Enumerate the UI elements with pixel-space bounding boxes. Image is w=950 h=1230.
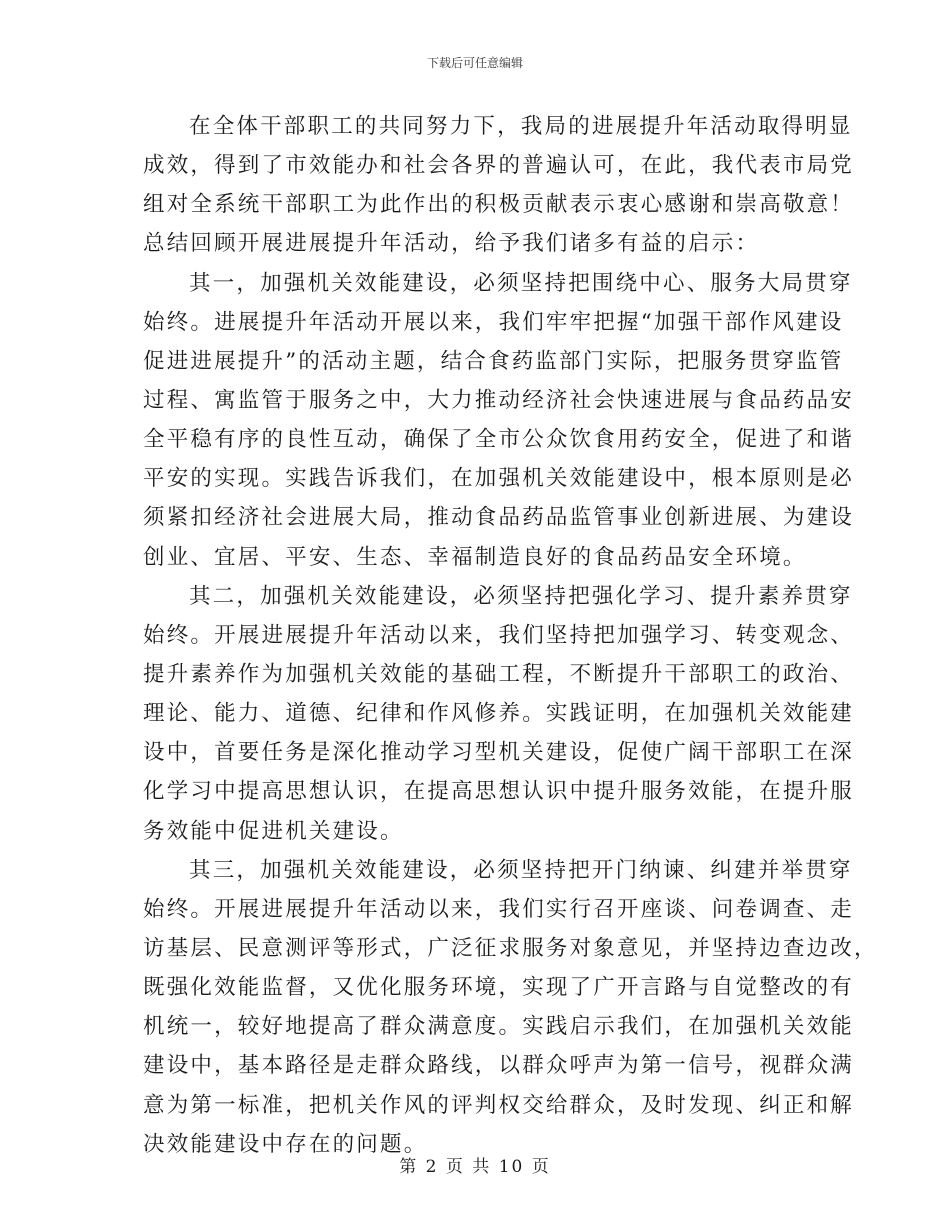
text-line: 化学习中提高思想认识，在提高思想认识中提升服务效能，在提升服	[143, 779, 855, 805]
text-line: 总结回顾开展进展提升年活动，给予我们诸多有益的启示：	[143, 231, 760, 257]
text-line: 全平稳有序的良性互动，确保了全市公众饮食用药安全，促进了和谐	[143, 427, 855, 453]
text-line: 决效能建设中存在的问题。	[143, 1131, 428, 1157]
text-line: 始终。开展进展提升年活动以来，我们实行召开座谈、问卷调查、走	[143, 896, 855, 922]
page-footer: 第 2 页 共 10 页	[399, 1157, 551, 1177]
text-line: 创业、宜居、平安、生态、幸福制造良好的食品药品安全环境。	[143, 544, 807, 570]
text-line: 成效，得到了市效能办和社会各界的普遍认可，在此，我代表市局党	[143, 153, 855, 179]
text-line: 提升素养作为加强机关效能的基础工程，不断提升干部职工的政治、	[143, 661, 855, 687]
text-line: 须紧扣经济社会进展大局，推动食品药品监管事业创新进展、为建设	[143, 505, 855, 531]
text-line: 始终。进展提升年活动开展以来，我们牢牢把握“加强干部作风建设	[143, 309, 844, 335]
text-line: 组对全系统干部职工为此作出的积极贡献表示衷心感谢和崇高敬意！	[143, 192, 855, 218]
text-line: 访基层、民意测评等形式，广泛征求服务对象意见，并坚持边查边改，	[143, 935, 878, 961]
text-line: 其三，加强机关效能建设，必须坚持把开门纳谏、纠建并举贯穿	[189, 857, 853, 883]
text-line: 理论、能力、道德、纪律和作风修养。实践证明，在加强机关效能建	[143, 701, 855, 727]
text-line: 其二，加强机关效能建设，必须坚持把强化学习、提升素养贯穿	[189, 583, 853, 609]
text-line: 既强化效能监督，又优化服务环境，实现了广开言路与自觉整改的有	[143, 975, 855, 1001]
text-line: 建设中，基本路径是走群众路线，以群众呼声为第一信号，视群众满	[143, 1053, 855, 1079]
text-line: 意为第一标准，把机关作风的评判权交给群众，及时发现、纠正和解	[143, 1092, 855, 1118]
text-line: 平安的实现。实践告诉我们，在加强机关效能建设中，根本原则是必	[143, 466, 855, 492]
text-line: 设中，首要任务是深化推动学习型机关建设，促使广阔干部职工在深	[143, 740, 855, 766]
text-line: 过程、寓监管于服务之中，大力推动经济社会快速进展与食品药品安	[143, 387, 855, 413]
text-line: 促进进展提升”的活动主题，结合食药监部门实际，把服务贯穿监管	[143, 348, 844, 374]
text-line: 务效能中促进机关建设。	[143, 818, 404, 844]
text-line: 在全体干部职工的共同努力下，我局的进展提升年活动取得明显	[189, 114, 853, 139]
text-line: 其一，加强机关效能建设，必须坚持把围绕中心、服务大局贯穿	[189, 270, 853, 296]
document-body	[143, 107, 878, 1164]
page-header: 下载后可任意编辑	[426, 56, 523, 70]
text-line: 机统一，较好地提高了群众满意度。实践启示我们，在加强机关效能	[143, 1014, 855, 1040]
text-line: 始终。开展进展提升年活动以来，我们坚持把加强学习、转变观念、	[143, 622, 855, 648]
